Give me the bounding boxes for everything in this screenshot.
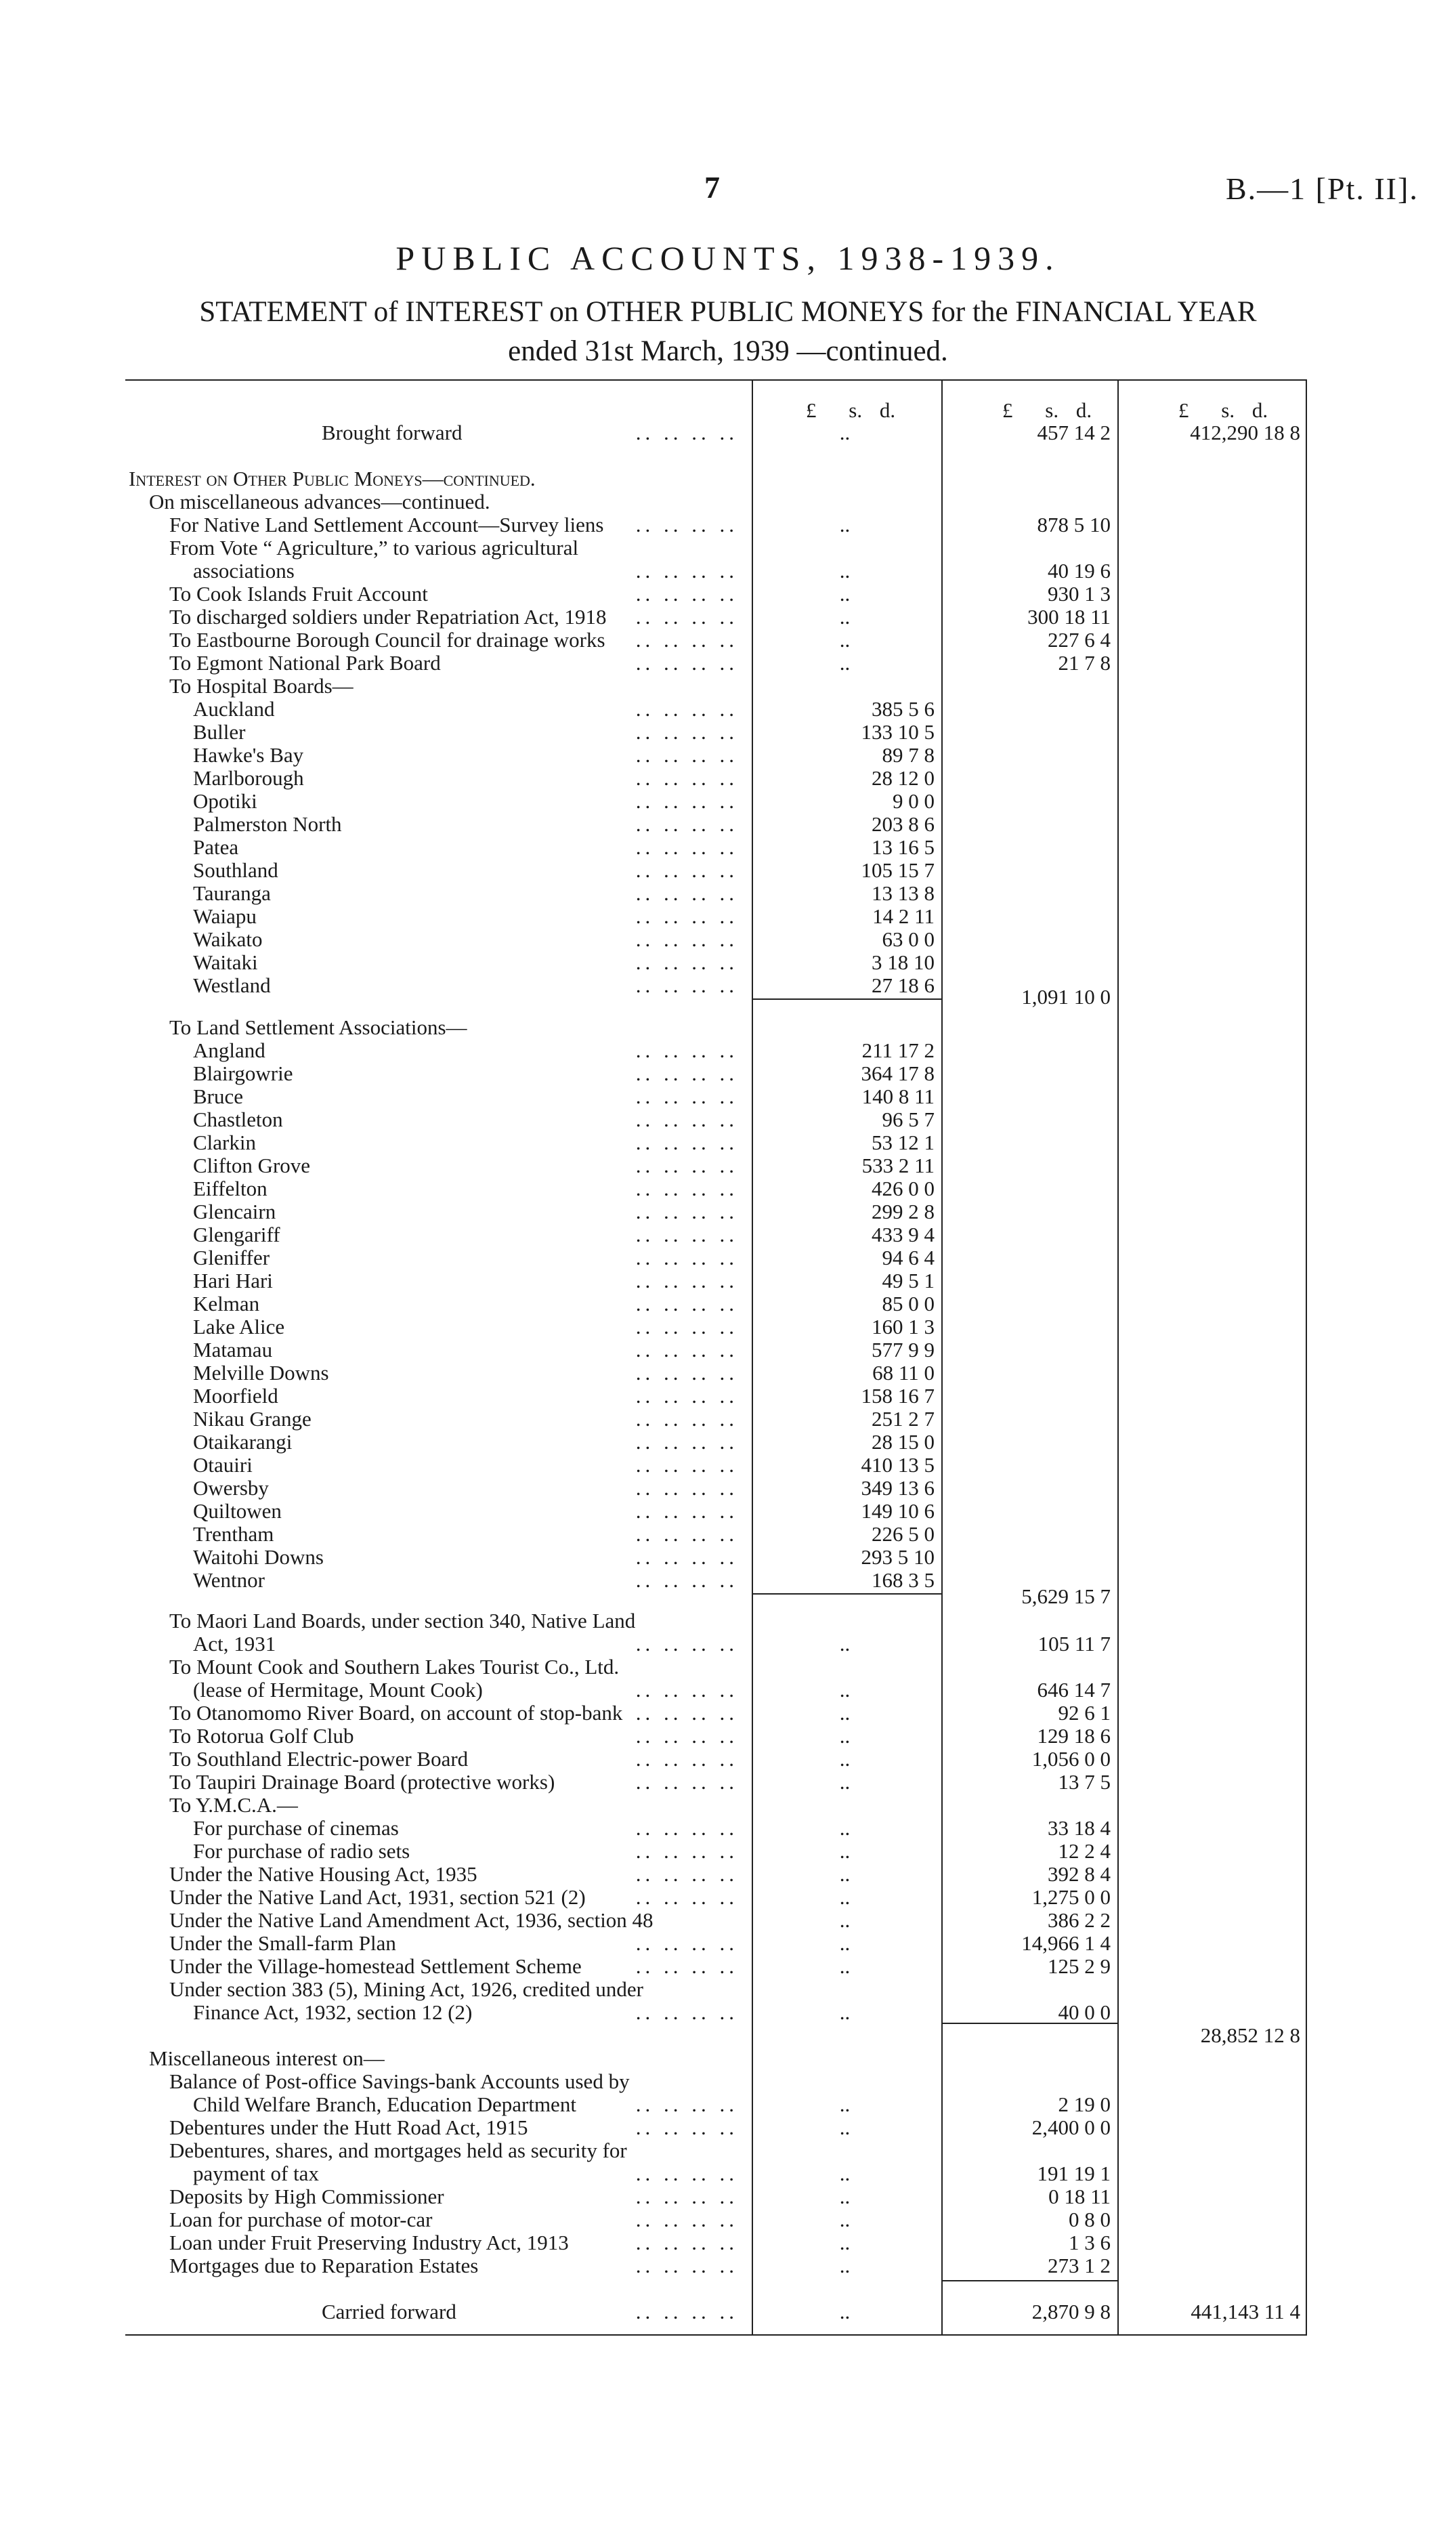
row-label: Child Welfare Branch, Education Department xyxy=(193,2092,576,2116)
row-label: To Hospital Boards— xyxy=(169,674,354,698)
leader-dots: .. .. .. .. xyxy=(635,1061,738,1085)
item-amount: .. xyxy=(839,1885,851,1909)
leader-dots: .. .. .. .. xyxy=(635,812,738,836)
leader-dots: .. .. .. .. xyxy=(635,1522,738,1546)
row-label: Under section 383 (5), Mining Act, 1926, credited under xyxy=(169,1977,643,2001)
row-label: To Mount Cook and Southern Lakes Tourist Co., Ltd. xyxy=(169,1655,620,1679)
leader-dots: .. .. .. .. xyxy=(635,1407,738,1431)
subtotal-amount: 1 3 6 xyxy=(1069,2231,1111,2254)
item-amount: .. xyxy=(839,1862,851,1886)
item-amount: 211 17 2 xyxy=(861,1038,935,1062)
subtotal-amount: 0 8 0 xyxy=(1069,2208,1111,2231)
leader-dots: .. .. .. .. xyxy=(635,582,738,606)
item-amount: 94 6 4 xyxy=(882,1246,935,1269)
pence-label: d. xyxy=(879,398,896,422)
row-label: Angland xyxy=(193,1038,265,1062)
leader-dots: .. .. .. .. xyxy=(635,1108,738,1131)
item-amount: .. xyxy=(839,1816,851,1840)
row-label: (lease of Hermitage, Mount Cook) xyxy=(193,1678,483,1702)
row-label: Marlborough xyxy=(193,766,304,790)
leader-dots: .. .. .. .. xyxy=(635,1154,738,1177)
item-amount: .. xyxy=(839,559,851,583)
item-amount: 149 10 6 xyxy=(861,1499,935,1523)
row-label: Waitohi Downs xyxy=(193,1545,324,1569)
item-amount: 14 2 11 xyxy=(872,904,935,928)
leader-dots: .. .. .. .. xyxy=(635,1338,738,1362)
leader-dots: .. .. .. .. xyxy=(635,1177,738,1200)
subtotal-amount: 2,400 0 0 xyxy=(1031,2115,1111,2139)
leader-dots: .. .. .. .. xyxy=(635,904,738,928)
row-label: To Maori Land Boards, under section 340, Native Land xyxy=(169,1609,636,1632)
item-amount: 293 5 10 xyxy=(861,1545,935,1569)
subtotal-amount: 21 7 8 xyxy=(1058,651,1111,675)
page-title: PUBLIC ACCOUNTS, 1938-1939. xyxy=(395,239,1061,277)
item-amount: .. xyxy=(839,2254,851,2277)
row-label: Loan under Fruit Preserving Industry Act, 1913 xyxy=(169,2231,569,2254)
row-label: Interest on Other Public Moneys—continued. xyxy=(129,467,536,490)
item-amount: .. xyxy=(839,2231,851,2254)
row-label: Clifton Grove xyxy=(193,1154,311,1177)
row-label: Balance of Post-office Savings-bank Accounts used by xyxy=(169,2069,630,2093)
leader-dots: .. .. .. .. xyxy=(635,1430,738,1454)
row-label: Patea xyxy=(193,835,239,859)
item-amount: .. xyxy=(839,2185,851,2208)
item-amount: 299 2 8 xyxy=(872,1200,935,1223)
row-label: To Land Settlement Associations— xyxy=(169,1015,467,1039)
row-label: To Eastbourne Borough Council for drainage works xyxy=(169,628,605,652)
row-label: For purchase of cinemas xyxy=(193,1816,399,1840)
row-label: Waitaki xyxy=(193,950,258,974)
shillings-label: s. xyxy=(1045,398,1059,422)
item-amount: 63 0 0 xyxy=(882,927,935,951)
subtitle-line-2: ended 31st March, 1939 —continued. xyxy=(508,335,948,367)
leader-dots: .. .. .. .. xyxy=(635,421,738,444)
leader-dots: .. .. .. .. xyxy=(635,743,738,767)
subtotal-amount: 392 8 4 xyxy=(1048,1862,1111,1886)
row-label: To Cook Islands Fruit Account xyxy=(169,582,428,606)
item-amount: .. xyxy=(839,1839,851,1863)
item-amount: .. xyxy=(839,628,851,652)
leader-dots: .. .. .. .. xyxy=(635,2162,738,2185)
leader-dots: .. .. .. .. xyxy=(635,1246,738,1269)
subtotal-amount: 227 6 4 xyxy=(1048,628,1111,652)
row-label: Under the Native Housing Act, 1935 xyxy=(169,1862,477,1886)
leader-dots: .. .. .. .. xyxy=(635,1476,738,1500)
item-amount: .. xyxy=(839,513,851,536)
row-label: Westland xyxy=(193,973,271,997)
col3-header xyxy=(1178,398,1268,423)
row-label: Otauiri xyxy=(193,1453,253,1477)
leader-dots: .. .. .. .. xyxy=(635,1954,738,1978)
subtotal-amount: 40 0 0 xyxy=(1058,2000,1111,2024)
subtotal-amount: 2,870 9 8 xyxy=(1031,2300,1111,2323)
row-label: Hari Hari xyxy=(193,1269,273,1292)
item-amount: 68 11 0 xyxy=(872,1361,935,1385)
leader-dots: .. .. .. .. xyxy=(635,2092,738,2116)
leader-dots: .. .. .. .. xyxy=(635,2300,738,2323)
leader-dots: .. .. .. .. xyxy=(635,605,738,629)
leader-dots: .. .. .. .. xyxy=(635,1724,738,1748)
row-label: Glengariff xyxy=(193,1223,280,1246)
leader-dots: .. .. .. .. xyxy=(635,1131,738,1154)
pounds-symbol: £ xyxy=(1178,398,1189,422)
leader-dots: .. .. .. .. xyxy=(635,1384,738,1408)
subtotal-amount: 273 1 2 xyxy=(1048,2254,1111,2277)
row-label: Debentures under the Hutt Road Act, 1915 xyxy=(169,2115,528,2139)
leader-dots: .. .. .. .. xyxy=(635,789,738,813)
row-label: Buller xyxy=(193,720,246,744)
row-label: Tauranga xyxy=(193,881,271,905)
row-label: To Otanomomo River Board, on account of stop-bank xyxy=(169,1701,623,1725)
leader-dots: .. .. .. .. xyxy=(635,1200,738,1223)
item-amount: .. xyxy=(839,1724,851,1748)
item-amount: 160 1 3 xyxy=(872,1315,935,1339)
item-amount: .. xyxy=(839,2300,851,2323)
item-amount: .. xyxy=(839,605,851,629)
item-amount: 13 13 8 xyxy=(872,881,935,905)
leader-dots: .. .. .. .. xyxy=(635,1223,738,1246)
item-amount: 27 18 6 xyxy=(872,973,935,997)
item-amount: 158 16 7 xyxy=(861,1384,935,1408)
item-amount: 426 0 0 xyxy=(872,1177,935,1200)
item-amount: 364 17 8 xyxy=(861,1061,935,1085)
leader-dots: .. .. .. .. xyxy=(635,1931,738,1955)
subtotal-amount: 930 1 3 xyxy=(1048,582,1111,606)
item-amount: 433 9 4 xyxy=(872,1223,935,1246)
leader-dots: .. .. .. .. xyxy=(635,1545,738,1569)
row-label: Waikato xyxy=(193,927,263,951)
row-label: Eiffelton xyxy=(193,1177,267,1200)
row-label: Trentham xyxy=(193,1522,274,1546)
pounds-symbol: £ xyxy=(806,398,817,422)
leader-dots: .. .. .. .. xyxy=(635,1770,738,1794)
subtotal-amount: 457 14 2 xyxy=(1037,421,1111,444)
table-top-rule xyxy=(125,379,1307,381)
row-label: Hawke's Bay xyxy=(193,743,304,767)
row-label: For Native Land Settlement Account—Survey liens xyxy=(169,513,604,536)
item-amount: 349 13 6 xyxy=(861,1476,935,1500)
row-label: To Taupiri Drainage Board (protective works) xyxy=(169,1770,555,1794)
shillings-label: s. xyxy=(1221,398,1235,422)
row-label: To Y.M.C.A.— xyxy=(169,1793,298,1817)
subtotal-amount: 5,629 15 7 xyxy=(1021,1584,1111,1608)
item-amount: 53 12 1 xyxy=(872,1131,935,1154)
leader-dots: .. .. .. .. xyxy=(635,766,738,790)
item-amount: .. xyxy=(839,2115,851,2139)
leader-dots: .. .. .. .. xyxy=(635,1084,738,1108)
leader-dots: .. .. .. .. xyxy=(635,1816,738,1840)
leader-dots: .. .. .. .. xyxy=(635,1678,738,1702)
document-reference: B.—1 [Pt. II]. xyxy=(1226,171,1419,206)
item-amount: 385 5 6 xyxy=(872,697,935,721)
subtotal-amount: 1,275 0 0 xyxy=(1031,1885,1111,1909)
row-label: Nikau Grange xyxy=(193,1407,312,1431)
item-amount: .. xyxy=(839,582,851,606)
row-label: Otaikarangi xyxy=(193,1430,293,1454)
subtotal-amount: 33 18 4 xyxy=(1048,1816,1111,1840)
row-label: Mortgages due to Reparation Estates xyxy=(169,2254,479,2277)
subtotal-amount: 1,091 10 0 xyxy=(1021,985,1111,1009)
leader-dots: .. .. .. .. xyxy=(635,1862,738,1886)
leader-dots: .. .. .. .. xyxy=(635,1632,738,1656)
leader-dots: .. .. .. .. xyxy=(635,513,738,536)
leader-dots: .. .. .. .. xyxy=(635,1315,738,1339)
column-divider-1 xyxy=(752,381,753,2334)
subtotal-amount: 105 11 7 xyxy=(1037,1632,1111,1656)
column-divider-2 xyxy=(941,381,943,2334)
subtotal-rule-land xyxy=(753,1593,941,1595)
row-label: Finance Act, 1932, section 12 (2) xyxy=(193,2000,473,2024)
row-label: associations xyxy=(193,559,295,583)
row-label: Kelman xyxy=(193,1292,260,1315)
row-label: Deposits by High Commissioner xyxy=(169,2185,444,2208)
row-label: To Egmont National Park Board xyxy=(169,651,441,675)
total-amount: 441,143 11 4 xyxy=(1191,2300,1300,2323)
leader-dots: .. .. .. .. xyxy=(635,2185,738,2208)
row-label: Auckland xyxy=(193,697,275,721)
item-amount: 133 10 5 xyxy=(861,720,935,744)
page-subtitle xyxy=(125,293,1331,371)
leader-dots: .. .. .. .. xyxy=(635,1885,738,1909)
item-amount: .. xyxy=(839,1632,851,1656)
row-label: Chastleton xyxy=(193,1108,283,1131)
item-amount: .. xyxy=(839,2162,851,2185)
item-amount: 251 2 7 xyxy=(872,1407,935,1431)
shillings-label: s. xyxy=(849,398,863,422)
item-amount: .. xyxy=(839,1931,851,1955)
subtotal-amount: 0 18 11 xyxy=(1048,2185,1111,2208)
row-label: Debentures, shares, and mortgages held as security for xyxy=(169,2139,627,2162)
leader-dots: .. .. .. .. xyxy=(635,1747,738,1771)
subtotal-amount: 878 5 10 xyxy=(1037,513,1111,536)
item-amount: 13 16 5 xyxy=(872,835,935,859)
leader-dots: .. .. .. .. xyxy=(635,1453,738,1477)
row-label: Gleniffer xyxy=(193,1246,270,1269)
subtitle-line-1: STATEMENT of INTEREST on OTHER PUBLIC MONEYS for the FINANCIAL YEAR xyxy=(199,296,1257,328)
pounds-symbol: £ xyxy=(1002,398,1013,422)
subtotal-amount: 13 7 5 xyxy=(1058,1770,1111,1794)
item-amount: 85 0 0 xyxy=(882,1292,935,1315)
subtotal-amount: 92 6 1 xyxy=(1058,1701,1111,1725)
row-label: payment of tax xyxy=(193,2162,319,2185)
row-label: Under the Native Land Amendment Act, 1936, section 48 xyxy=(169,1908,654,1932)
leader-dots: .. .. .. .. xyxy=(635,881,738,905)
row-label: Quiltowen xyxy=(193,1499,282,1523)
row-label: Under the Native Land Act, 1931, section 521 (2) xyxy=(169,1885,586,1909)
subtotal-amount: 1,056 0 0 xyxy=(1031,1747,1111,1771)
item-amount: .. xyxy=(839,1908,851,1932)
item-amount: 410 13 5 xyxy=(861,1453,935,1477)
leader-dots: .. .. .. .. xyxy=(635,950,738,974)
row-label: Opotiki xyxy=(193,789,257,813)
leader-dots: .. .. .. .. xyxy=(635,1568,738,1592)
item-amount: .. xyxy=(839,1701,851,1725)
item-amount: 9 0 0 xyxy=(893,789,935,813)
subtotal-amount: 129 18 6 xyxy=(1037,1724,1111,1748)
subtotal-amount: 191 19 1 xyxy=(1037,2162,1111,2185)
row-label: For purchase of radio sets xyxy=(193,1839,410,1863)
column-divider-3 xyxy=(1117,381,1119,2334)
leader-dots: .. .. .. .. xyxy=(635,1701,738,1725)
subtotal-amount: 646 14 7 xyxy=(1037,1678,1111,1702)
item-amount: .. xyxy=(839,1747,851,1771)
row-label: To Rotorua Golf Club xyxy=(169,1724,354,1748)
row-label: Act, 1931 xyxy=(193,1632,276,1656)
item-amount: 89 7 8 xyxy=(882,743,935,767)
row-label: Owersby xyxy=(193,1476,269,1500)
leader-dots: .. .. .. .. xyxy=(635,2254,738,2277)
leader-dots: .. .. .. .. xyxy=(635,1038,738,1062)
item-amount: 49 5 1 xyxy=(882,1269,935,1292)
row-label: Bruce xyxy=(193,1084,244,1108)
row-label: To Southland Electric-power Board xyxy=(169,1747,469,1771)
row-label: Matamau xyxy=(193,1338,273,1362)
item-amount: .. xyxy=(839,2208,851,2231)
total-amount: 28,852 12 8 xyxy=(1200,2023,1300,2047)
row-label: Carried forward xyxy=(322,2300,456,2323)
item-amount: 105 15 7 xyxy=(861,858,935,882)
row-label: Under the Small-farm Plan xyxy=(169,1931,396,1955)
item-amount: .. xyxy=(839,1770,851,1794)
leader-dots: .. .. .. .. xyxy=(635,2208,738,2231)
leader-dots: .. .. .. .. xyxy=(635,1269,738,1292)
item-amount: .. xyxy=(839,1678,851,1702)
item-amount: 533 2 11 xyxy=(861,1154,935,1177)
item-amount: 203 8 6 xyxy=(872,812,935,836)
subtotal-amount: 2 19 0 xyxy=(1058,2092,1111,2116)
leader-dots: .. .. .. .. xyxy=(635,1292,738,1315)
col1-header xyxy=(806,398,895,423)
item-amount: 28 15 0 xyxy=(872,1430,935,1454)
row-label: Clarkin xyxy=(193,1131,256,1154)
row-label: Palmerston North xyxy=(193,812,342,836)
row-label: Wentnor xyxy=(193,1568,265,1592)
subtotal-amount: 300 18 11 xyxy=(1027,605,1111,629)
item-amount: .. xyxy=(839,1954,851,1978)
row-label: Melville Downs xyxy=(193,1361,329,1385)
pence-label: d. xyxy=(1075,398,1092,422)
subtotal-amount: 14,966 1 4 xyxy=(1021,1931,1111,1955)
subtotal-rule-hospital xyxy=(753,998,941,1000)
item-amount: .. xyxy=(839,2092,851,2116)
leader-dots: .. .. .. .. xyxy=(635,1361,738,1385)
item-amount: 577 9 9 xyxy=(872,1338,935,1362)
col2-header xyxy=(1002,398,1092,423)
leader-dots: .. .. .. .. xyxy=(635,651,738,675)
row-label: Miscellaneous interest on— xyxy=(149,2046,385,2070)
leader-dots: .. .. .. .. xyxy=(635,927,738,951)
row-label: To discharged soldiers under Repatriation Act, 1918 xyxy=(169,605,607,629)
leader-dots: .. .. .. .. xyxy=(635,559,738,583)
row-label: Lake Alice xyxy=(193,1315,285,1339)
item-amount: .. xyxy=(839,421,851,444)
leader-dots: .. .. .. .. xyxy=(635,720,738,744)
row-label: Blairgowrie xyxy=(193,1061,293,1085)
leader-dots: .. .. .. .. xyxy=(635,1499,738,1523)
item-amount: 226 5 0 xyxy=(872,1522,935,1546)
row-label: Brought forward xyxy=(322,421,463,444)
row-label: On miscellaneous advances—continued. xyxy=(149,490,490,513)
leader-dots: .. .. .. .. xyxy=(635,973,738,997)
leader-dots: .. .. .. .. xyxy=(635,697,738,721)
leader-dots: .. .. .. .. xyxy=(635,2231,738,2254)
row-label: Southland xyxy=(193,858,278,882)
item-amount: .. xyxy=(839,651,851,675)
row-label: Moorfield xyxy=(193,1384,278,1408)
item-amount: 28 12 0 xyxy=(872,766,935,790)
subtotal-amount: 12 2 4 xyxy=(1058,1839,1111,1863)
leader-dots: .. .. .. .. xyxy=(635,628,738,652)
pence-label: d. xyxy=(1251,398,1268,422)
leader-dots: .. .. .. .. xyxy=(635,2000,738,2024)
subtotal-rule-carried xyxy=(943,2280,1117,2281)
leader-dots: .. .. .. .. xyxy=(635,835,738,859)
row-label: From Vote “ Agriculture,” to various agricultural xyxy=(169,536,579,560)
leader-dots: .. .. .. .. xyxy=(635,1839,738,1863)
item-amount: 96 5 7 xyxy=(882,1108,935,1131)
leader-dots: .. .. .. .. xyxy=(635,858,738,882)
item-amount: 140 8 11 xyxy=(861,1084,935,1108)
row-label: Waiapu xyxy=(193,904,257,928)
total-amount: 412,290 18 8 xyxy=(1190,421,1300,444)
row-label: Loan for purchase of motor-car xyxy=(169,2208,433,2231)
subtotal-amount: 386 2 2 xyxy=(1048,1908,1111,1932)
column-divider-4 xyxy=(1306,381,1307,2334)
subtotal-amount: 125 2 9 xyxy=(1048,1954,1111,1978)
leader-dots: .. .. .. .. xyxy=(635,2115,738,2139)
item-amount: .. xyxy=(839,2000,851,2024)
item-amount: 3 18 10 xyxy=(872,950,935,974)
page-number: 7 xyxy=(704,170,720,205)
table-bottom-rule xyxy=(125,2334,1307,2336)
item-amount: 168 3 5 xyxy=(872,1568,935,1592)
row-label: Glencairn xyxy=(193,1200,276,1223)
row-label: Under the Village-homestead Settlement Scheme xyxy=(169,1954,582,1978)
subtotal-amount: 40 19 6 xyxy=(1048,559,1111,583)
